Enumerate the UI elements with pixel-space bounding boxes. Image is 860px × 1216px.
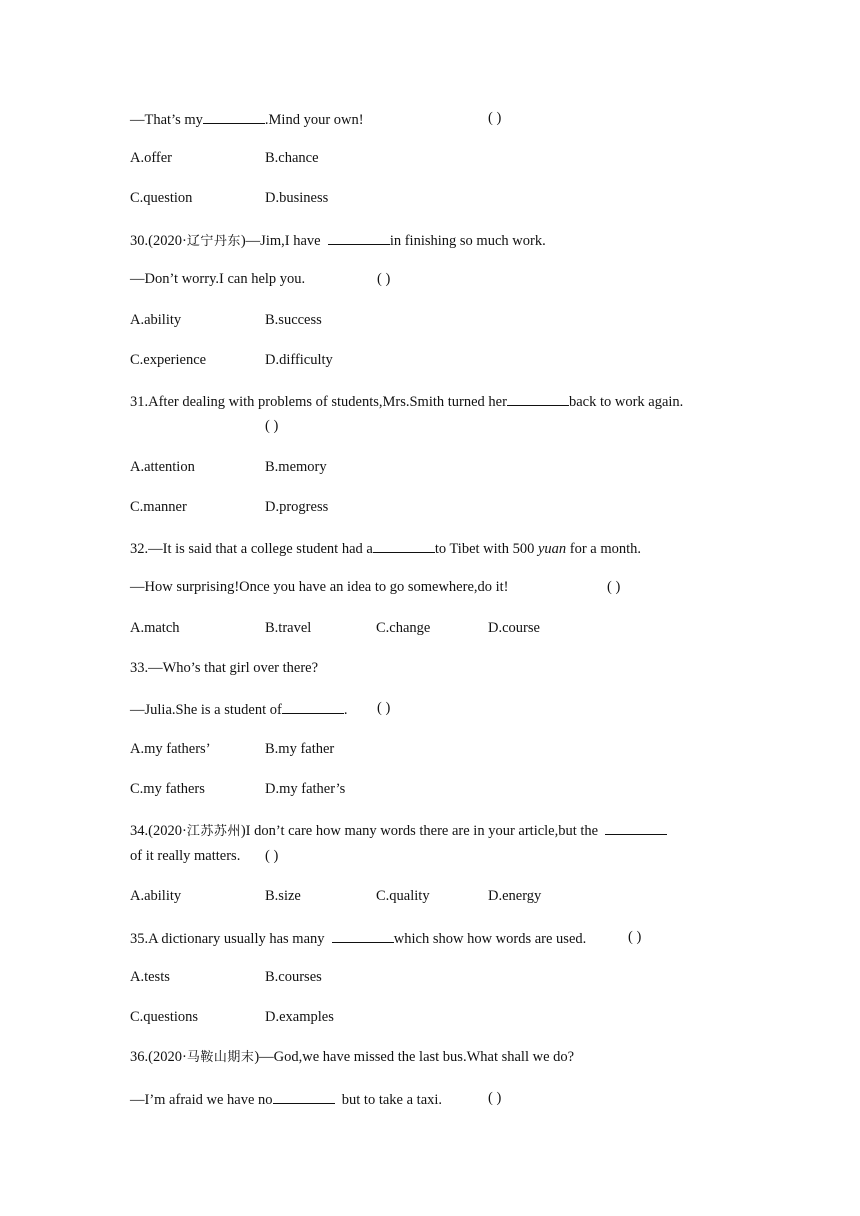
option-a: A.attention [130, 459, 195, 475]
answer-bracket: ( ) [488, 1090, 502, 1106]
option-d: D.my father’s [265, 781, 346, 797]
q29-line2: —That’s my .Mind your own! [130, 109, 364, 129]
q30-line2: —Don’t worry.I can help you. [130, 271, 306, 287]
answer-blank [332, 928, 394, 943]
option-a: A.ability [130, 888, 182, 904]
answer-blank [507, 391, 569, 406]
source-label: 江苏苏州 [186, 824, 241, 839]
option-c: C.my fathers [130, 781, 205, 797]
q32-line2: —How surprising!Once you have an idea to go somewhere,do it! [130, 579, 509, 595]
q33-question: 33.—Who’s that girl over there? [130, 660, 319, 676]
answer-bracket: ( ) [377, 271, 391, 287]
answer-bracket: ( ) [265, 848, 279, 864]
option-d: D.progress [265, 499, 329, 515]
answer-blank [373, 538, 435, 553]
option-b: B.memory [265, 459, 327, 475]
q36-question: 36.(2020·马鞍山期末)—God,we have missed the last bus.What shall we do? [130, 1049, 575, 1065]
option-b: B.travel [265, 620, 312, 636]
option-d: D.course [488, 620, 540, 636]
q35-question: 35.A dictionary usually has many which show how words are used. [130, 928, 586, 948]
answer-bracket: ( ) [265, 418, 279, 434]
option-c: C.manner [130, 499, 187, 515]
option-c: C.change [376, 620, 431, 636]
source-label: 马鞍山期末 [186, 1050, 255, 1065]
q30-question: 30.(2020·辽宁丹东)—Jim,I have in finishing so much work. [130, 230, 546, 251]
option-a: A.my fathers’ [130, 741, 211, 757]
q31-question: 31.After dealing with problems of students,Mrs.Smith turned her back to work again. [130, 391, 683, 411]
option-c: C.questions [130, 1009, 199, 1025]
option-b: B.chance [265, 150, 319, 166]
answer-blank [605, 820, 667, 835]
answer-bracket: ( ) [488, 110, 502, 126]
option-b: B.size [265, 888, 301, 904]
option-a: A.match [130, 620, 180, 636]
source-label: 辽宁丹东 [186, 234, 241, 249]
answer-bracket: ( ) [607, 579, 621, 595]
option-a: A.offer [130, 150, 173, 166]
option-d: D.difficulty [265, 352, 333, 368]
option-c: C.quality [376, 888, 430, 904]
option-a: A.tests [130, 969, 170, 985]
answer-blank [203, 109, 265, 124]
option-d: D.business [265, 190, 329, 206]
option-c: C.experience [130, 352, 207, 368]
option-d: D.examples [265, 1009, 334, 1025]
option-b: B.courses [265, 969, 322, 985]
q32-question: 32.—It is said that a college student had a to Tibet with 500 yuan for a month. [130, 538, 641, 558]
answer-bracket: ( ) [377, 700, 391, 716]
q34-line2: of it really matters. [130, 848, 241, 864]
answer-bracket: ( ) [628, 929, 642, 945]
q36-line2: —I’m afraid we have no but to take a taxi. [130, 1089, 442, 1109]
answer-blank [282, 699, 344, 714]
q34-question: 34.(2020·江苏苏州)I don’t care how many words there are in your article,but the [130, 820, 667, 841]
option-b: B.my father [265, 741, 335, 757]
option-c: C.question [130, 190, 193, 206]
answer-blank [273, 1089, 335, 1104]
option-d: D.energy [488, 888, 542, 904]
option-a: A.ability [130, 312, 182, 328]
answer-blank [328, 230, 390, 245]
option-b: B.success [265, 312, 322, 328]
q33-line2: —Julia.She is a student of . [130, 699, 347, 719]
